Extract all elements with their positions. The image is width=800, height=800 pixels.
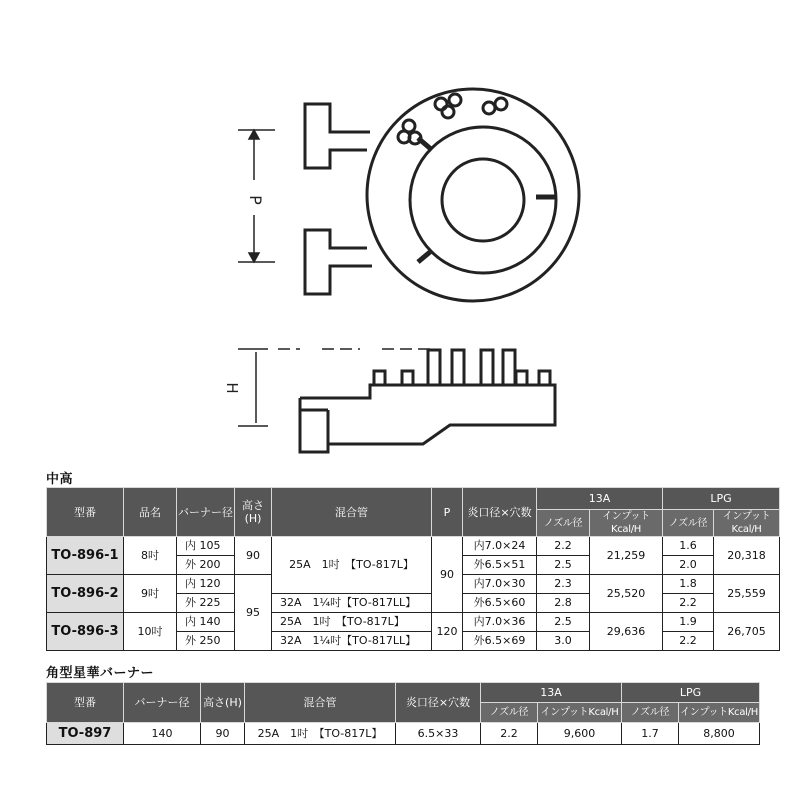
flame-cell: 6.5×33 [396,723,481,745]
p-cell: 90 [432,537,463,613]
lower-mixer-arm [305,230,372,294]
th-13a-nozzle: ノズル径 [537,510,590,537]
flame-outer-cell: 外6.5×51 [463,556,537,575]
mixer-cell: 25A 1吋 【TO-817L】 [272,537,432,594]
th-mixer: 混合管 [272,488,432,537]
flame-inner-cell: 内7.0×36 [463,613,537,632]
nozzle-lpg-cell: 2.2 [663,594,714,613]
name-cell: 8吋 [124,537,177,575]
table2-title: 角型星華バーナー [46,666,155,681]
flame-inner-cell: 内7.0×24 [463,537,537,556]
burner-cell: 140 [124,723,201,745]
th-flame: 炎口径×穴数 [463,488,537,537]
nozzle-lpg-cell: 1.9 [663,613,714,632]
burner-outer-cell: 外 200 [177,556,235,575]
name-cell: 10吋 [124,613,177,651]
side-view-body [300,385,555,452]
th-13a-nozzle: ノズル径 [481,703,538,723]
th-13a: 13A [537,488,663,510]
table-row [47,537,780,556]
th-mixer: 混合管 [245,683,396,723]
height-cell: 90 [201,723,245,745]
nozzle-13a-cell: 2.5 [537,556,590,575]
name-cell: 9吋 [124,575,177,613]
th-height: 高さ(H) [201,683,245,723]
th-13a: 13A [481,683,622,703]
p-cell: 120 [432,613,463,651]
input-13a-cell: 21,259 [590,537,663,575]
nozzle-13a-cell: 2.2 [537,537,590,556]
model-cell: TO-897 [47,723,124,745]
th-height: 高さ(H) [235,488,272,537]
nozzle-lpg-cell: 1.8 [663,575,714,594]
th-model: 型番 [47,683,124,723]
th-lpg-nozzle: ノズル径 [663,510,714,537]
th-lpg-input: インプットKcal/H [714,510,780,537]
upper-mixer-arm [305,104,370,168]
flame-outer-cell: 外6.5×60 [463,594,537,613]
nozzle-lpg-cell: 1.7 [622,723,679,745]
flame-outer-cell: 外6.5×69 [463,632,537,651]
model-cell: TO-896-2 [47,575,124,613]
th-lpg-input: インプットKcal/H [679,703,760,723]
burner-inner-ring [442,159,524,241]
burner-outer-cell: 外 250 [177,632,235,651]
table2-spec [46,682,760,745]
th-flame: 炎口径×穴数 [396,683,481,723]
burner-inner-cell: 内 120 [177,575,235,594]
th-lpg-nozzle: ノズル径 [622,703,679,723]
nozzle-lpg-cell: 2.0 [663,556,714,575]
mixer-cell: 32A 1¼吋【TO-817LL】 [272,632,432,651]
burner-outer-cell: 外 225 [177,594,235,613]
model-cell: TO-896-1 [47,537,124,575]
flame-inner-cell: 内7.0×30 [463,575,537,594]
th-13a-input: インプットKcal/H [538,703,622,723]
th-lpg: LPG [663,488,780,510]
th-burner: バーナー径 [177,488,235,537]
input-13a-cell: 29,636 [590,613,663,651]
input-lpg-cell: 8,800 [679,723,760,745]
nozzle-13a-cell: 2.5 [537,613,590,632]
mixer-cell: 25A 1吋 【TO-817L】 [245,723,396,745]
nozzle-lpg-cell: 2.2 [663,632,714,651]
table1-title: 中高 [46,472,74,487]
th-model: 型番 [47,488,124,537]
table1-spec [46,487,780,651]
input-13a-cell: 9,600 [538,723,622,745]
input-lpg-cell: 20,318 [714,537,780,575]
h-dimension-label: H [223,382,241,394]
table-row [47,723,760,745]
burner-inner-cell: 内 140 [177,613,235,632]
th-name: 品名 [124,488,177,537]
nozzle-13a-cell: 2.2 [481,723,538,745]
th-lpg: LPG [622,683,760,703]
input-13a-cell: 25,520 [590,575,663,613]
mixer-cell: 32A 1¼吋【TO-817LL】 [272,594,432,613]
nozzle-13a-cell: 2.8 [537,594,590,613]
height-cell: 95 [235,575,272,651]
height-cell: 90 [235,537,272,575]
nozzle-lpg-cell: 1.6 [663,537,714,556]
burner-inner-cell: 内 105 [177,537,235,556]
mixer-cell: 25A 1吋 【TO-817L】 [272,613,432,632]
th-burner: バーナー径 [124,683,201,723]
p-dimension-label: P [246,195,265,205]
model-cell: TO-896-3 [47,613,124,651]
th-p: P [432,488,463,537]
nozzle-13a-cell: 3.0 [537,632,590,651]
nozzle-13a-cell: 2.3 [537,575,590,594]
table-row [47,613,780,632]
input-lpg-cell: 26,705 [714,613,780,651]
th-13a-input: インプットKcal/H [590,510,663,537]
input-lpg-cell: 25,559 [714,575,780,613]
